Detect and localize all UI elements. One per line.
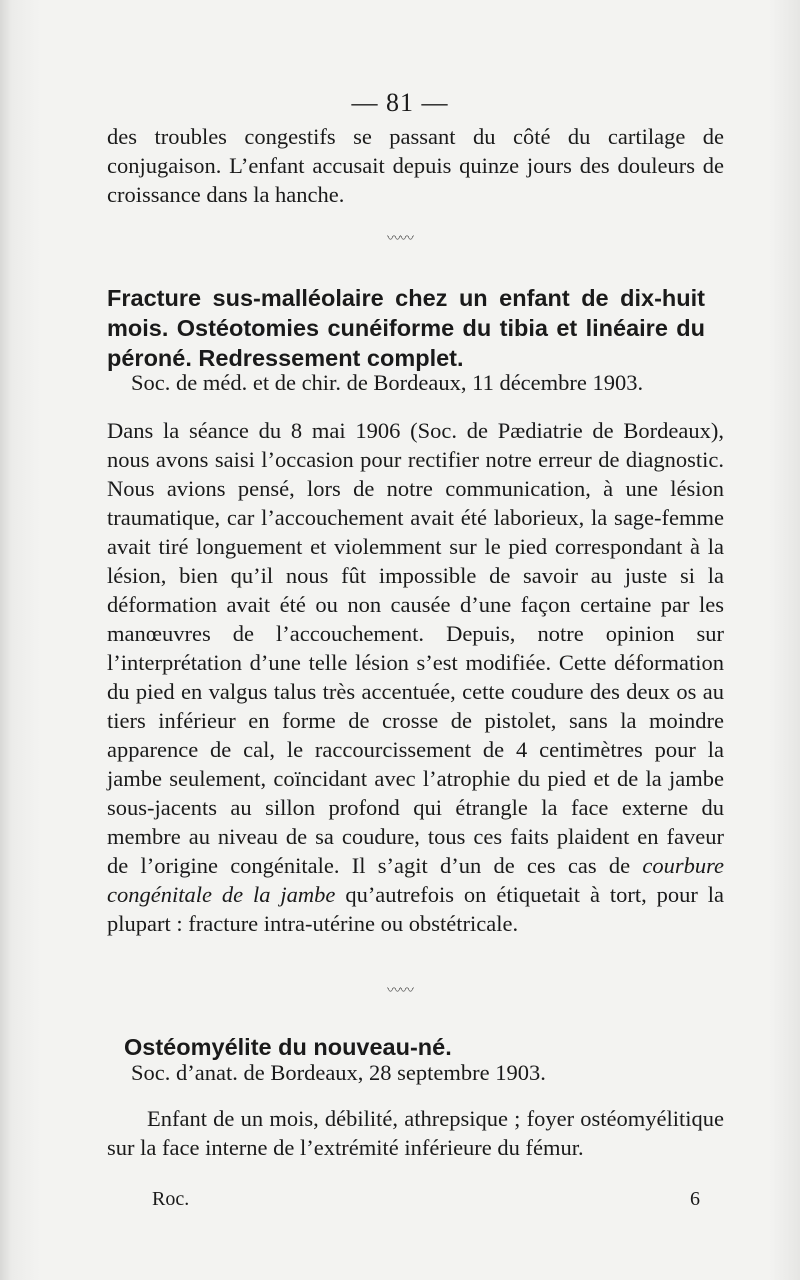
body-text-end: qu’autrefois on étiquetait à tort, pour la plupart : fracture intra-utérine ou obstétricale. [107, 882, 724, 936]
section-reference-osteomyelite: Soc. d’anat. de Bordeaux, 28 septembre 1903. [131, 1060, 546, 1085]
ornament-divider-2: 〰〰 [387, 984, 413, 999]
body-text: Dans la séance du 8 mai 1906 (Soc. de Pædiatrie de Bordeaux), nous avons saisi l’occasion pour rectifier notre erreur de diagnostic. Nous avions pensé, lors de notre communication, à une lésion traumatique, car l’accouchement avait été laborieux, la sage-femme avait tiré longuement et violemment sur le pied correspondant à la lésion, bien qu’il nous fût impossible de savoir au juste si la déformation avait été ou non causée d’une façon certaine par les manœuvres de l’accouchement. Depuis, notre opinion sur l’interprétation d’une telle lésion s’est modifiée. Cette déformation du pied en valgus talus très accentuée, cette coudure des deux os au tiers inférieur en forme de crosse de pistolet, sans la moindre apparence de cal, le raccourcissement de 4 centimètres pour la jambe seulement, coïncidant avec l’atrophie du pied et de la jambe sous-jacents au sillon profond qui étrangle la face externe du membre au niveau de sa coudure, tous ces faits plaident en faveur de l’origine congénitale. Il s’agit d’un de ces cas de [107, 418, 724, 878]
page-number: — 81 — [351, 88, 449, 117]
footer-signature: Roc. [152, 1188, 190, 1210]
footer-sheet-number: 6 [690, 1188, 700, 1210]
italic-term: courbure congénitale de la jambe [107, 853, 725, 907]
section-title-text: Fracture sus-malléolaire chez un enfant de dix-huit mois. Ostéotomies cunéiforme du tibia et linéaire du péroné. Redressement complet. [107, 285, 705, 371]
section-body-osteomyelite: Enfant de un mois, débilité, athrepsique ; foyer ostéomyélitique sur la face interne de l’extrémité inférieure du fémur. [107, 1106, 724, 1160]
section-title-text: Ostéomyélite du nouveau-né. [124, 1034, 452, 1060]
section-body-fracture [107, 416, 724, 938]
continued-paragraph: des troubles congestifs se passant du côté du cartilage de conjugaison. L’enfant accusait depuis quinze jours des douleurs de croissance dans la hanche. [107, 124, 724, 207]
ornament-divider: 〰〰 [387, 232, 413, 247]
section-reference-fracture: Soc. de méd. et de chir. de Bordeaux, 11 décembre 1903. [131, 370, 644, 395]
section-title-fracture [107, 283, 705, 373]
